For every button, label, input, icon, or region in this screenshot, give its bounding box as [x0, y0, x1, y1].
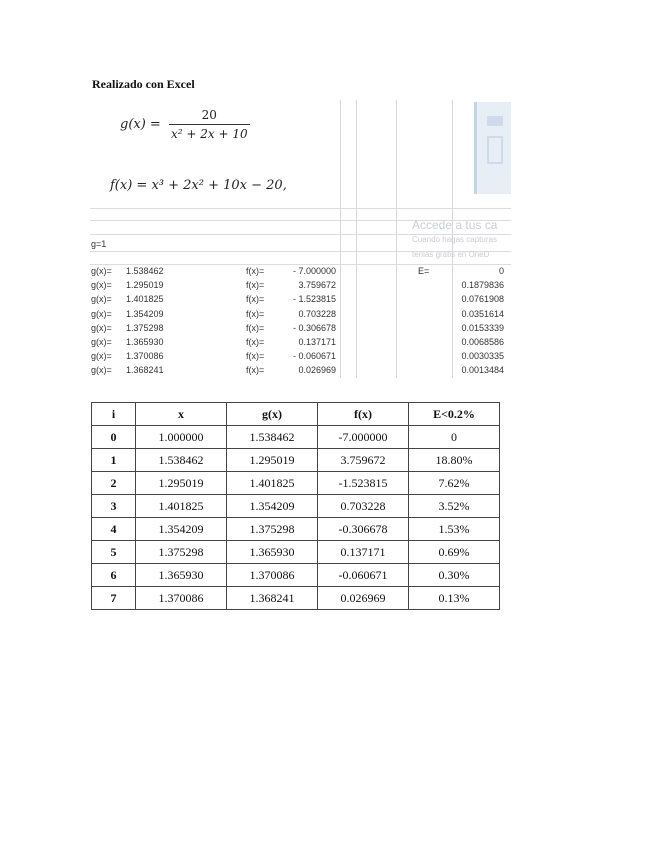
f-value-cell: - 7.000000 — [292, 266, 336, 276]
table-cell: 1.370086 — [136, 587, 227, 610]
f-value-cell: 0.703228 — [298, 308, 336, 319]
g-value-cell: 1.375298 — [126, 322, 164, 333]
f-label-cell: f(x)= — [246, 308, 265, 319]
grid-line — [90, 264, 511, 265]
table-cell: 18.80% — [409, 449, 500, 472]
onedrive-logo-icon — [474, 102, 511, 194]
table-row — [92, 472, 500, 495]
f-label-cell: f(x)= — [246, 365, 265, 376]
table-cell: -7.000000 — [318, 426, 409, 449]
table-cell: 1.295019 — [227, 449, 318, 472]
table-row — [92, 587, 500, 610]
f-value-cell: - 0.306678 — [292, 322, 336, 333]
e-value-cell: 0.0351614 — [461, 308, 504, 319]
g-label-cell: g(x)= — [91, 294, 112, 305]
g-initial-label: g=1 — [91, 239, 107, 249]
e-label: E= — [418, 266, 430, 276]
table-cell: 4 — [92, 518, 136, 541]
table-cell: 7 — [92, 587, 136, 610]
table-row — [92, 518, 500, 541]
table-cell: -1.523815 — [318, 472, 409, 495]
table-cell: 1.354209 — [136, 518, 227, 541]
page-heading: Realizado con Excel — [92, 77, 195, 91]
excel-row — [90, 351, 511, 365]
table-cell: 1.365930 — [136, 564, 227, 587]
table-cell: 3.759672 — [318, 449, 409, 472]
excel-row — [90, 309, 511, 323]
e-value-cell: 0.0153339 — [461, 322, 504, 333]
column-header: g(x) — [227, 403, 318, 426]
g-label-cell: g(x)= — [91, 280, 112, 291]
table-cell: 0.137171 — [318, 541, 409, 564]
column-header: f(x) — [318, 403, 409, 426]
iteration-rows — [90, 266, 511, 378]
g-label-cell: g(x)= — [91, 266, 112, 276]
table-cell: 1.295019 — [136, 472, 227, 495]
table-cell: 1.375298 — [136, 541, 227, 564]
e-value-cell: 0 — [498, 266, 504, 276]
f-label-cell: f(x)= — [246, 322, 265, 333]
g-label-cell: g(x)= — [91, 336, 112, 347]
e-value-cell: 0.1879836 — [461, 280, 504, 291]
g-value-cell: 1.401825 — [126, 294, 164, 305]
table-cell: 1.368241 — [227, 587, 318, 610]
f-label-cell: f(x)= — [246, 294, 265, 305]
table-row — [92, 449, 500, 472]
table-cell: 7.62% — [409, 472, 500, 495]
g-label-cell: g(x)= — [91, 322, 112, 333]
column-header: i — [92, 403, 136, 426]
table-cell: 1.538462 — [227, 426, 318, 449]
table-cell: 6 — [92, 564, 136, 587]
table-cell: 2 — [92, 472, 136, 495]
e-value-cell: 0.0761908 — [461, 294, 504, 305]
g-value-cell: 1.368241 — [126, 365, 164, 376]
excel-row — [90, 323, 511, 337]
excel-screenshot — [90, 100, 511, 378]
f-label-cell: f(x)= — [246, 280, 265, 291]
excel-row — [90, 266, 511, 280]
g-label-cell: g(x)= — [91, 308, 112, 319]
f-formula: f(x) = x³ + 2x² + 10x − 20, — [110, 178, 287, 193]
table-cell: 0.026969 — [318, 587, 409, 610]
f-value-cell: 0.026969 — [298, 365, 336, 376]
table-cell: 0.13% — [409, 587, 500, 610]
g-value-cell: 1.370086 — [126, 351, 164, 362]
column-header: E<0.2% — [409, 403, 500, 426]
table-cell: 0 — [92, 426, 136, 449]
excel-row — [90, 280, 511, 294]
table-cell: 1.401825 — [136, 495, 227, 518]
column-header: x — [136, 403, 227, 426]
table-header-row — [92, 403, 500, 426]
f-value-cell: - 0.060671 — [292, 351, 336, 362]
table-cell: 0.30% — [409, 564, 500, 587]
table-row — [92, 426, 500, 449]
f-label-cell: f(x)= — [246, 351, 265, 362]
table-row — [92, 495, 500, 518]
g-value-cell: 1.365930 — [126, 336, 164, 347]
e-value-cell: 0.0013484 — [461, 365, 504, 376]
table-cell: 1.538462 — [136, 449, 227, 472]
f-value-cell: - 1.523815 — [292, 294, 336, 305]
table-row — [92, 564, 500, 587]
g-formula: g(x) = $\frac{20}{\text{x² + 2x + 10}}$ — [120, 108, 248, 141]
table-cell: 3 — [92, 495, 136, 518]
table-row — [92, 541, 500, 564]
table-cell: 3.52% — [409, 495, 500, 518]
f-value-cell: 3.759672 — [298, 280, 336, 291]
g-label-cell: g(x)= — [91, 365, 112, 376]
e-value-cell: 0.0030335 — [461, 351, 504, 362]
table-cell: 5 — [92, 541, 136, 564]
g-value-cell: 1.538462 — [126, 266, 164, 276]
table-cell: -0.060671 — [318, 564, 409, 587]
table-cell: 1.375298 — [227, 518, 318, 541]
excel-row — [90, 337, 511, 351]
grid-line — [90, 208, 511, 209]
e-value-cell: 0.0068586 — [461, 336, 504, 347]
table-cell: -0.306678 — [318, 518, 409, 541]
table-cell: 0.69% — [409, 541, 500, 564]
table-cell: 1 — [92, 449, 136, 472]
g-label-cell: g(x)= — [91, 351, 112, 362]
excel-row — [90, 365, 511, 378]
table-cell: 1.365930 — [227, 541, 318, 564]
table-cell: 0.703228 — [318, 495, 409, 518]
g-value-cell: 1.295019 — [126, 280, 164, 291]
table-cell: 1.000000 — [136, 426, 227, 449]
table-cell: 0 — [409, 426, 500, 449]
table-cell: 1.401825 — [227, 472, 318, 495]
g-value-cell: 1.354209 — [126, 308, 164, 319]
table-cell: 1.354209 — [227, 495, 318, 518]
f-value-cell: 0.137171 — [298, 336, 336, 347]
table-cell: 1.370086 — [227, 564, 318, 587]
excel-row — [90, 294, 511, 308]
ghost-line: Cuando hagas capturas — [412, 235, 497, 244]
ghost-line: tenlas gratis en OneD — [412, 250, 490, 259]
table-cell: 1.53% — [409, 518, 500, 541]
ghost-title: Accede a tus ca — [412, 218, 498, 232]
results-table — [91, 402, 500, 610]
f-label-cell: f(x)= — [246, 336, 265, 347]
f-label-cell: f(x)= — [246, 266, 265, 276]
